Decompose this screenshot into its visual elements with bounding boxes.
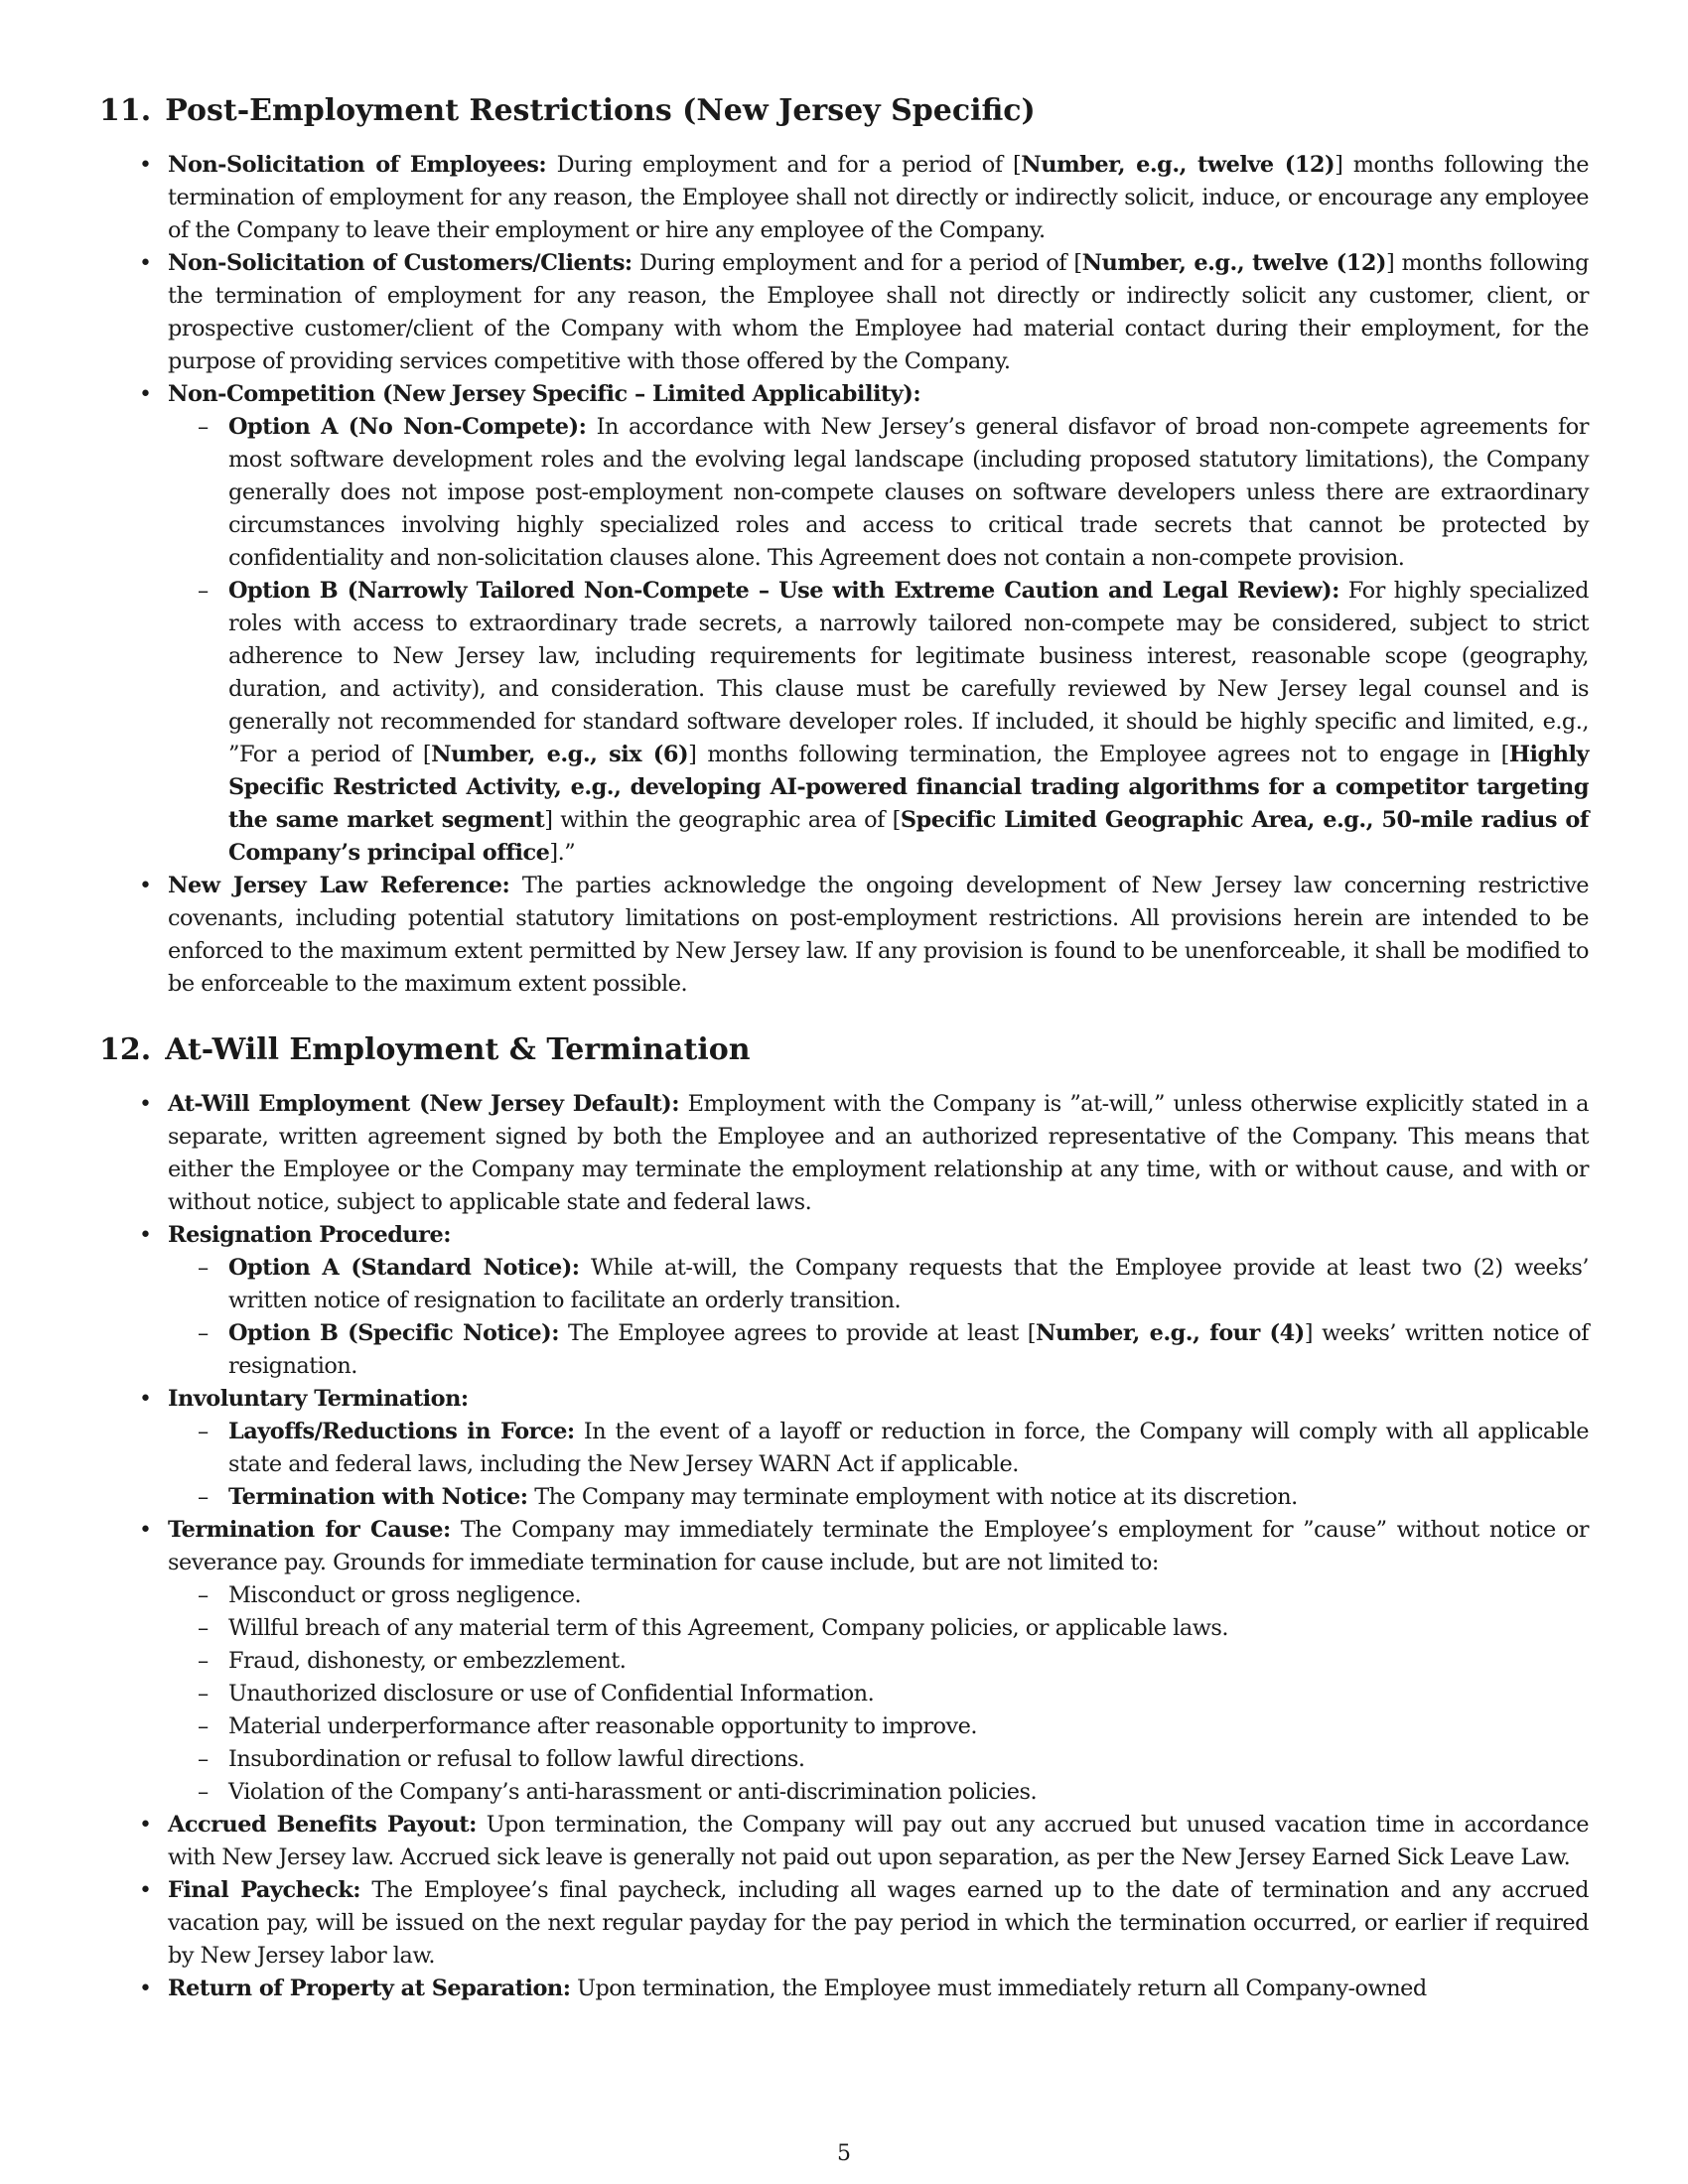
placeholder: Specific Limited Geographic Area, e.g., 50-mile radius of Company’s principal office [228,807,1589,866]
non-compete-options [168,411,1589,870]
item-text: The Company may immediately terminate the Employee’s employment for ”cause” without notice or severance pay. Grounds for immediate termination for cause include, but are not limited to: [168,1517,1589,1575]
placeholder: Number, e.g., twelve (12) [1021,152,1336,178]
section-12-list [99,1088,1589,2005]
sub-item-layoffs [168,1416,1589,1481]
item-text: While at-will, the Company requests that the Employee provide at least two (2) weeks’ written notice of resignation to facilitate an orderly transition. [228,1255,1589,1313]
item-text: ] within the geographic area of [ [544,807,901,833]
placeholder: Highly Specific Restricted Activity, e.g., developing AI-powered financial trading algorithms for a competitor targeting the same market segment [228,742,1590,833]
resignation-options [168,1252,1589,1383]
list-item: – Material underperformance after reasonable opportunity to improve. [168,1710,1589,1743]
item-text: Upon termination, the Company will pay out any accrued but unused vacation time in accordance with New Jersey law. Accrued sick leave is generally not paid out upon separation, as per the New Jersey Earned Sick Leave Law. [168,1812,1589,1870]
section-title: Post-Employment Restrictions (New Jersey Specific) [165,93,1036,128]
item-text: ] months following termination, the Employee agrees not to engage in [ [688,742,1509,767]
item-label: At-Will Employment (New Jersey Default): [168,1091,680,1117]
sub-item-option-b [168,575,1589,870]
item-label: Option A (Standard Notice): [228,1255,580,1281]
item-label: Non-Solicitation of Employees: [168,152,547,178]
involuntary-options [168,1416,1589,1514]
list-item-nj-law-reference [99,870,1589,1001]
item-label: Final Paycheck: [168,1877,361,1903]
section-11-heading [99,91,1589,131]
section-number: 11. [99,93,152,128]
item-text: ] months following the termination of employment for any reason, the Employee shall not directly or indirectly solicit any customer, client, or prospective customer/client of the Company with whom the Employee had material contact during their employment, for the purpose of providing services competitive with those offered by the Company. [168,250,1589,374]
placeholder: Number, e.g., four (4) [1036,1320,1305,1346]
item-text: Upon termination, the Employee must immediately return all Company-owned [570,1976,1427,2001]
list-item-termination-cause [99,1514,1589,1809]
list-item-accrued-benefits [99,1809,1589,1874]
list-item-at-will [99,1088,1589,1219]
item-label: Layoffs/Reductions in Force: [228,1419,575,1444]
list-item: – Willful breach of any material term of this Agreement, Company policies, or applicable laws. [168,1612,1589,1645]
item-text: Employment with the Company is ”at-will,” unless otherwise explicitly stated in a separate, written agreement signed by both the Employee and an authorized representative of the Company. This means that either the Employee or the Company may terminate the employment relationship at any time, with or without cause, and with or without notice, subject to applicable state and federal laws. [168,1091,1589,1215]
item-text: ] weeks’ written notice of resignation. [228,1320,1589,1379]
list-item-non-competition [99,378,1589,870]
item-label: Resignation Procedure: [168,1222,451,1248]
item-label: Return of Property at Separation: [168,1976,571,2001]
item-text: During employment and for a period of [ [632,250,1082,276]
item-label: Option B (Narrowly Tailored Non-Compete – Use with Extreme Caution and Legal Review): [228,578,1339,604]
item-text: The Company may terminate employment with notice at its discretion. [527,1484,1298,1510]
item-text: The parties acknowledge the ongoing development of New Jersey law concerning restrictive covenants, including potential statutory limitations on post-employment restrictions. All provisions herein are intended to be enforced to the maximum extent permitted by New Jersey law. If any provision is found to be unenforceable, it shall be modified to be enforceable to the maximum extent possible. [168,873,1590,997]
page-number: 5 [837,2141,851,2166]
cause-grounds-list [168,1579,1589,1809]
list-item-non-solicitation-employees [99,149,1589,247]
item-text: The Employee’s final paycheck, including all wages earned up to the date of termination and any accrued vacation pay, will be issued on the next regular payday for the pay period in which the termination occurred, or earlier if required by New Jersey labor law. [168,1877,1589,1969]
item-label: Option A (No Non-Compete): [228,414,587,440]
item-label: Accrued Benefits Payout: [168,1812,477,1838]
placeholder: Number, e.g., six (6) [431,742,689,767]
sub-item-resign-option-b [168,1317,1589,1383]
item-text: In accordance with New Jersey’s general disfavor of broad non-compete agreements for most software development roles and the evolving legal landscape (including proposed statutory limitations), the Company generally does not impose post-employment non-compete clauses on software developers unless there are extraordinary circumstances involving highly specialized roles and access to critical trade secrets that cannot be protected by confidentiality and non-solicitation clauses alone. This Agreement does not contain a non-compete provision. [228,414,1589,571]
list-item: – Violation of the Company’s anti-harassment or anti-discrimination policies. [168,1776,1589,1809]
item-text: For highly specialized roles with access to extraordinary trade secrets, a narrowly tailored non-compete may be considered, subject to strict adherence to New Jersey law, including requirements for legitimate business interest, reasonable scope (geography, duration, and activity), and consideration. This clause must be carefully reviewed by New Jersey legal counsel and is generally not recommended for standard software developer roles. If included, it should be highly specific and limited, e.g., ”For a period of [ [228,578,1589,767]
item-text: The Employee agrees to provide at least [ [558,1320,1037,1346]
list-item: – Misconduct or gross negligence. [168,1579,1589,1612]
list-item-non-solicitation-customers [99,247,1589,378]
section-12-heading [99,1030,1589,1070]
list-item-involuntary [99,1383,1589,1514]
item-text: ].” [549,840,576,866]
list-item-resignation [99,1219,1589,1383]
list-item-return-property [99,1973,1589,2005]
item-label: Non-Solicitation of Customers/Clients: [168,250,633,276]
item-text: In the event of a layoff or reduction in force, the Company will comply with all applicable state and federal laws, including the New Jersey WARN Act if applicable. [228,1419,1589,1477]
item-label: New Jersey Law Reference: [168,873,510,898]
item-label: Termination for Cause: [168,1517,451,1543]
section-11-list [99,149,1589,1001]
list-item: – Unauthorized disclosure or use of Confidential Information. [168,1678,1589,1710]
section-number: 12. [99,1032,152,1067]
list-item: – Insubordination or refusal to follow lawful directions. [168,1743,1589,1776]
item-text: ] months following the termination of employment for any reason, the Employee shall not directly or indirectly solicit, induce, or encourage any employee of the Company to leave their employment or hire any employee of the Company. [168,152,1589,243]
list-item-final-paycheck [99,1874,1589,1973]
sub-item-resign-option-a [168,1252,1589,1317]
section-title: At-Will Employment & Termination [165,1032,751,1067]
placeholder: Number, e.g., twelve (12) [1081,250,1386,276]
sub-item-option-a [168,411,1589,575]
item-label: Involuntary Termination: [168,1386,469,1412]
sub-item-termination-notice [168,1481,1589,1514]
list-item: – Fraud, dishonesty, or embezzlement. [168,1645,1589,1678]
item-label: Option B (Specific Notice): [228,1320,559,1346]
item-label: Termination with Notice: [228,1484,528,1510]
item-label: Non-Competition (New Jersey Specific – Limited Applicability): [168,381,921,407]
item-text: During employment and for a period of [ [546,152,1022,178]
page-content [99,91,1589,2005]
